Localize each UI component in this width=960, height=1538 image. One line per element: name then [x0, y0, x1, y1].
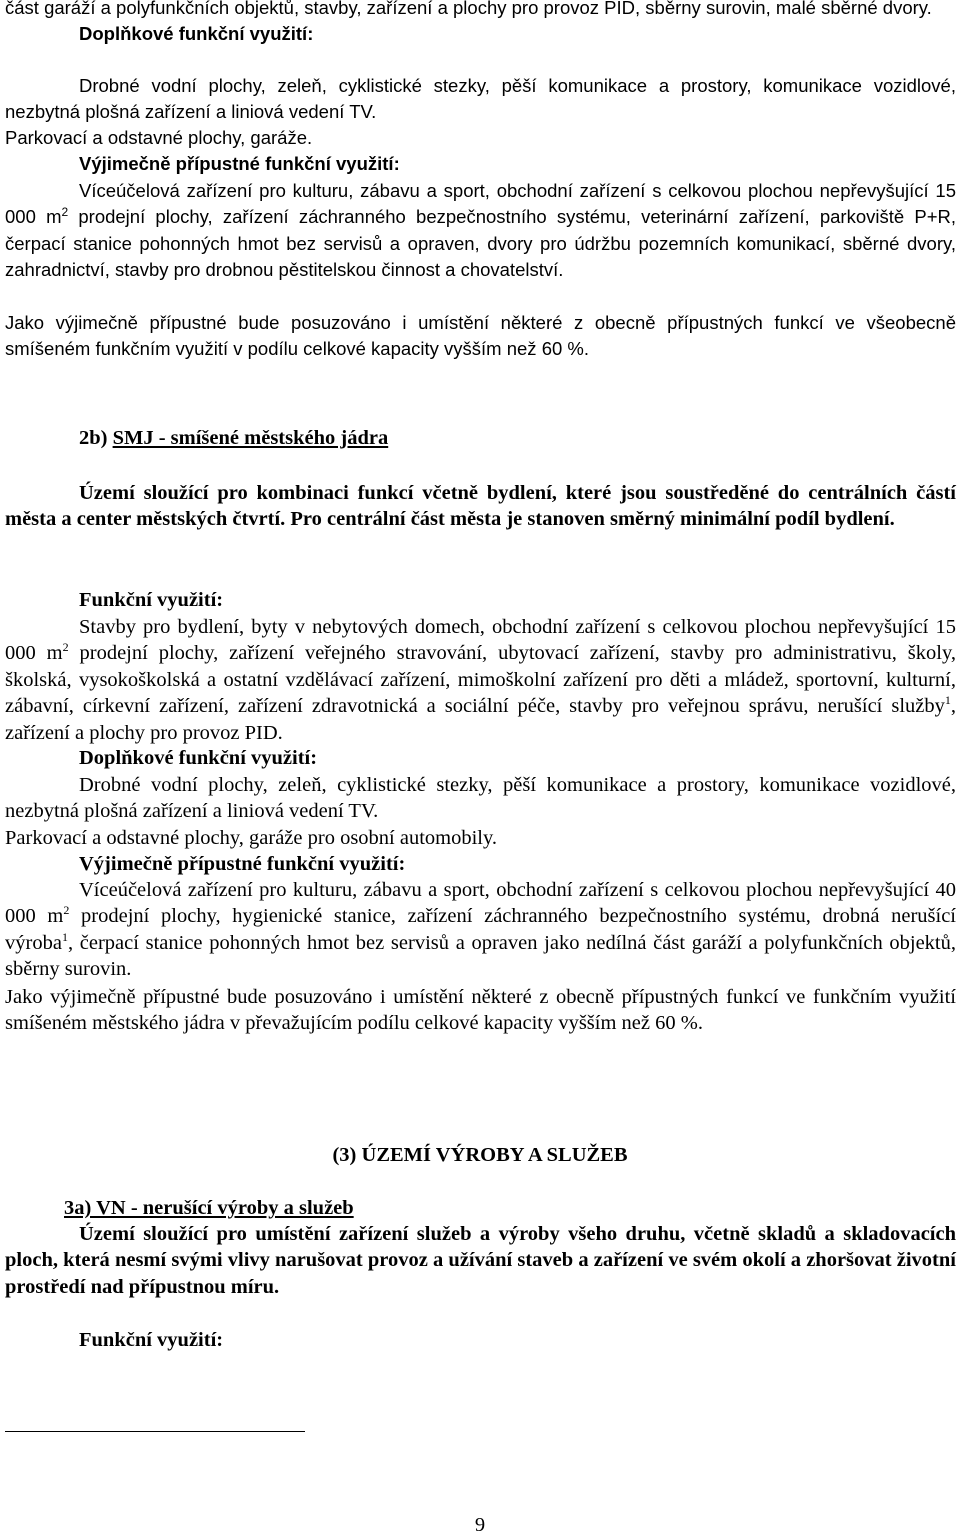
smj-functional-heading-row	[5, 587, 956, 613]
smj-exceptional-text-b: prodejní plochy, hygienické stanice, zařízení záchranného bezpečnostního systému, drobná nerušící výroba	[5, 905, 956, 954]
smj-intro: Území sloužící pro kombinaci funkcí včetně bydlení, které jsou soustředěné do centrálních částí města a center městských čtvrtí. Pro centrální část města je stanoven směrný minimální podíl bydlení.	[5, 482, 956, 531]
exceptional-use-text-a: Víceúčelová zařízení pro kulturu, zábavu a sport, obchodní zařízení s celkovou plochou nepřevyšující 15 000 m	[5, 180, 956, 228]
superscript-2: 2	[62, 640, 69, 655]
page-number: 9	[474, 1514, 486, 1536]
section-2b-prefix: 2b)	[79, 427, 113, 449]
footnote-separator	[5, 1431, 305, 1432]
smj-parking-text: Parkovací a odstavné plochy, garáže pro osobní automobily.	[5, 827, 498, 849]
smj-functional-text-a: Stavby pro bydlení, byty v nebytových domech, obchodní zařízení s celkovou plochou nepřevyšující 15 000 m	[5, 616, 956, 665]
exceptional-use-text	[5, 178, 956, 284]
smj-supplementary-text: Drobné vodní plochy, zeleň, cyklistické stezky, pěší komunikace a prostory, komunikace vozidlové, nezbytná plošná zařízení a liniová vedení TV.	[5, 774, 956, 823]
continuation-text: část garáží a polyfunkčních objektů, stavby, zařízení a plochy pro provoz PID, sběrny surovin, malé sběrné dvory.	[5, 0, 932, 18]
smj-exceptional-heading: Výjimečně přípustné funkční využití:	[79, 853, 406, 875]
smj-functional-text-c: , zařízení a plochy pro provoz PID.	[5, 695, 956, 744]
footnote-ref: 1	[61, 929, 68, 944]
vn-functional-heading: Funkční využití:	[79, 1329, 224, 1351]
smj-functional-heading: Funkční využití:	[79, 589, 224, 611]
section-3a-heading: 3a) VN - nerušící výroby a služeb	[64, 1197, 354, 1219]
section-2b-title: SMJ - smíšené městského jádra	[112, 427, 389, 449]
parking-text: Parkovací a odstavné plochy, garáže.	[5, 127, 313, 148]
smj-exceptional-heading-row	[5, 851, 956, 877]
footnote-ref: 1	[944, 693, 951, 708]
section-2b-heading	[79, 425, 388, 451]
superscript-2: 2	[61, 205, 69, 220]
continuation-paragraph	[5, 0, 956, 48]
smj-functional-text	[5, 614, 956, 746]
superscript-2: 2	[63, 903, 70, 918]
smj-supplementary-heading-row	[5, 745, 956, 771]
section-3-heading: (3) ÚZEMÍ VÝROBY A SLUŽEB	[332, 1144, 628, 1166]
smj-exceptional-note: Jako výjimečně přípustné bude posuzováno i umístění některé z obecně přípustných funkcí ve funkčním využití smíšeném městského jádra v převažujícím podílu celkové kapacity vyšším než 60 %.	[5, 986, 956, 1035]
vn-intro: Území sloužící pro umístění zařízení služeb a výroby všeho druhu, včetně skladů a skladovacích ploch, která nesmí svými vlivy narušovat provoz a užívání staveb a zařízení ve svém okolí a zhoršovat životní prostředí nad přípustnou míru.	[5, 1223, 956, 1298]
smj-exceptional-text	[5, 877, 956, 983]
smj-exceptional-text-c: , čerpací stanice pohonných hmot bez servisů a opraven jako nedílná část garáží a polyfunkčních objektů, sběrny surovin.	[5, 931, 956, 981]
smj-functional-text-b: prodejní plochy, zařízení veřejného stravování, ubytovací zařízení, stavby pro administrativu, školy, školská, vysokoškolská a ostatní vzdělávací zařízení, mimoškolní zařízení pro děti a mládež, sportovní, kulturní, zábavní, církevní zařízení, zařízení zdravotnická a sociální péče, stavby pro veřejnou správu, nerušící služby	[5, 642, 956, 718]
exceptional-note-text: Jako výjimečně přípustné bude posuzováno i umístění některé z obecně přípustných funkcí ve všeobecně smíšeném funkčním využití v podílu celkové kapacity vyšším než 60 %.	[5, 312, 956, 360]
smj-exceptional-text-a: Víceúčelová zařízení pro kulturu, zábavu a sport, obchodní zařízení s celkovou plochou nepřevyšující 40 000 m	[5, 879, 956, 928]
exceptional-use-heading-row	[5, 151, 956, 177]
exceptional-use-text-b: prodejní plochy, zařízení záchranného bezpečnostního systému, veterinární zařízení, parkoviště P+R, čerpací stanice pohonných hmot bez servisů a opraven, dvory pro údržbu pozemních komunikací, sběrné dvory, zahradnictví, stavby pro drobnou pěstitelskou činnost a chovatelství.	[5, 206, 957, 281]
exceptional-use-heading: Výjimečně přípustné funkční využití:	[79, 153, 400, 174]
supplementary-use-heading: Doplňkové funkční využití:	[79, 23, 314, 45]
supplementary-use-text: Drobné vodní plochy, zeleň, cyklistické stezky, pěší komunikace a prostory, komunikace vozidlové, nezbytná plošná zařízení a liniová vedení TV.	[5, 75, 956, 123]
smj-supplementary-heading: Doplňkové funkční využití:	[79, 747, 318, 769]
vn-functional-heading-row	[5, 1327, 956, 1353]
